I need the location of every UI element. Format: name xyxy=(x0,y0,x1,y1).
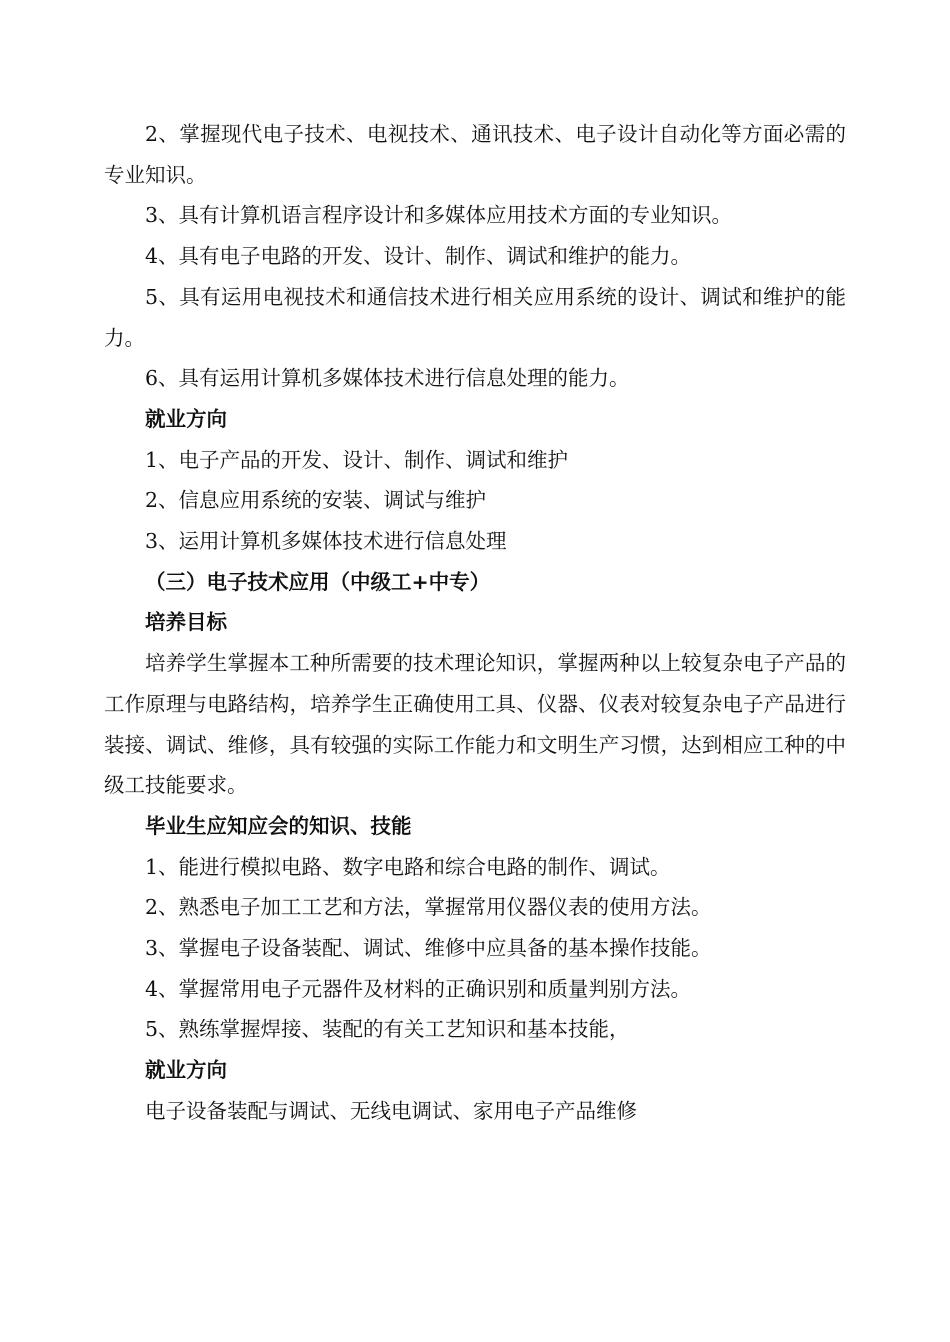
skill-item-2: 2、熟悉电子加工工艺和方法，掌握常用仪器仪表的使用方法。 xyxy=(145,895,712,920)
list-item-4: 4、具有电子电路的开发、设计、制作、调试和维护的能力。 xyxy=(145,244,692,269)
document-body xyxy=(104,114,846,1132)
training-goal-paragraph: 培养学生掌握本工种所需要的技术理论知识，掌握两种以上较复杂电子产品的工作原理与电路结构，培养学生正确使用工具、仪器、仪表对较复杂电子产品进行装接、调试、维修，具有较强的实际工作能力和文明生产习惯，达到相应工种的中级工技能要求。 xyxy=(104,651,846,798)
employment-item-3: 3、运用计算机多媒体技术进行信息处理 xyxy=(145,529,507,554)
skill-item-5: 5、熟练掌握焊接、装配的有关工艺知识和基本技能， xyxy=(145,1017,630,1042)
section-heading-employment: 就业方向 xyxy=(145,406,227,431)
employment-item-1: 1、电子产品的开发、设计、制作、调试和维护 xyxy=(145,447,569,472)
list-item-3: 3、具有计算机语言程序设计和多媒体应用技术方面的专业知识。 xyxy=(145,203,733,228)
section-title-program-3: （三）电子技术应用（中级工+中专） xyxy=(145,569,491,594)
skill-item-3: 3、掌握电子设备装配、调试、维修中应具备的基本操作技能。 xyxy=(145,936,712,961)
section-heading-training-goal: 培养目标 xyxy=(145,610,227,635)
list-item-2: 2、掌握现代电子技术、电视技术、通讯技术、电子设计自动化等方面必需的专业知识。 xyxy=(104,122,846,187)
list-item-6: 6、具有运用计算机多媒体技术进行信息处理的能力。 xyxy=(145,366,630,391)
skill-item-1: 1、能进行模拟电路、数字电路和综合电路的制作、调试。 xyxy=(145,854,671,879)
skill-item-4: 4、掌握常用电子元器件及材料的正确识别和质量判别方法。 xyxy=(145,976,692,1001)
section-heading-skills: 毕业生应知应会的知识、技能 xyxy=(145,813,412,838)
employment-direction-text: 电子设备装配与调试、无线电调试、家用电子产品维修 xyxy=(145,1098,637,1123)
section-heading-employment-2: 就业方向 xyxy=(145,1058,227,1083)
employment-item-2: 2、信息应用系统的安装、调试与维护 xyxy=(145,488,487,513)
list-item-5: 5、具有运用电视技术和通信技术进行相关应用系统的设计、调试和维护的能力。 xyxy=(104,284,846,350)
